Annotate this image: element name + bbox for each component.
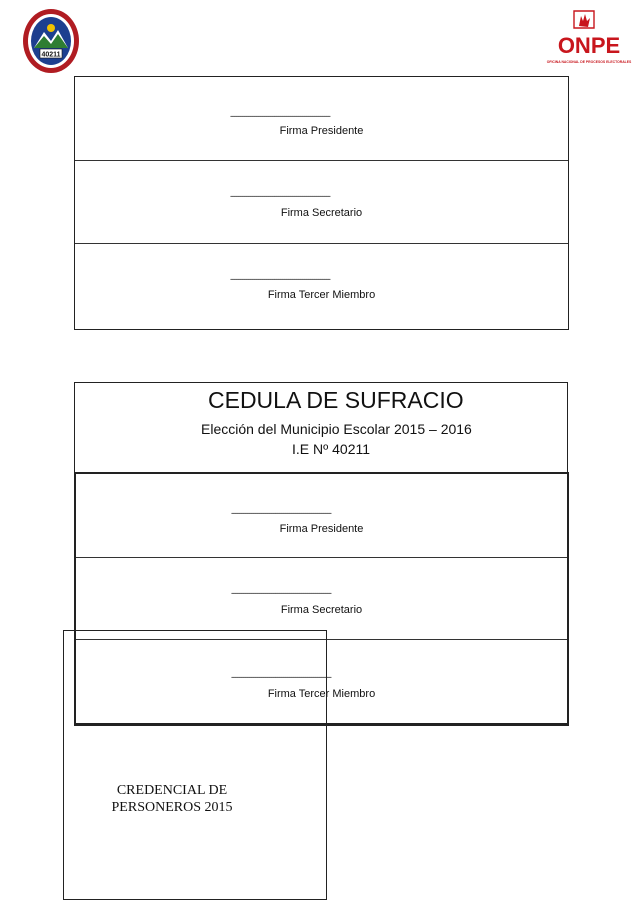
signature-line: --------------------------------------------------	[230, 274, 330, 284]
signature-row-secretary	[75, 161, 568, 244]
signature-label-president: Firma Presidente	[279, 523, 364, 535]
signature-line: --------------------------------------------------	[230, 111, 330, 121]
seal-number: 40211	[41, 51, 61, 59]
signature-line: --------------------------------------------------	[231, 672, 331, 682]
signature-block-top	[74, 76, 569, 330]
signature-line: --------------------------------------------------	[230, 191, 330, 201]
credential-line-1: CREDENCIAL DE	[116, 783, 228, 798]
onpe-logo-icon	[546, 8, 632, 66]
credential-line-2: PERSONEROS 2015	[111, 800, 233, 815]
signature-row-third	[75, 244, 568, 329]
signature-row-president	[75, 77, 568, 161]
signature-row-secretary	[76, 558, 567, 640]
ballot-subtitle: Elección del Municipio Escolar 2015 – 2016	[201, 421, 472, 437]
ballot-school: I.E Nº 40211	[292, 441, 371, 457]
school-seal-icon	[22, 8, 80, 74]
ballot-header	[74, 382, 568, 474]
credential-box	[63, 630, 327, 900]
signature-label-secretary: Firma Secretario	[280, 207, 363, 219]
credential-text	[72, 782, 272, 816]
signature-label-president: Firma Presidente	[279, 125, 364, 137]
signature-label-third: Firma Tercer Miembro	[267, 289, 376, 301]
signature-label-secretary: Firma Secretario	[280, 604, 363, 616]
signature-label-third: Firma Tercer Miembro	[267, 688, 376, 700]
ballot-title: CEDULA DE SUFRACIO	[208, 387, 464, 413]
signature-row-president	[76, 474, 567, 558]
onpe-logo-text: ONPE	[557, 33, 621, 58]
signature-line: --------------------------------------------------	[231, 508, 331, 518]
onpe-logo-subtext: OFICINA NACIONAL DE PROCESOS ELECTORALES	[546, 60, 632, 64]
signature-line: --------------------------------------------------	[231, 588, 331, 598]
